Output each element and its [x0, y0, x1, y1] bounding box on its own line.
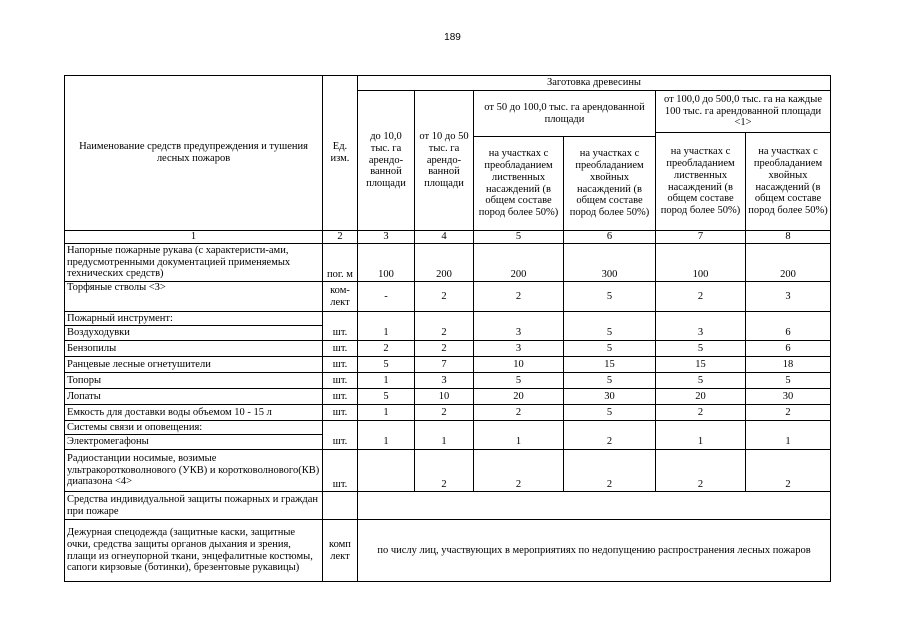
row-unit: комп лект	[323, 520, 358, 582]
section-row	[65, 421, 831, 435]
cell-value: 2	[358, 341, 415, 357]
cell-value: 200	[746, 244, 831, 282]
cell-value: 5	[656, 373, 746, 389]
column-numbers-row	[65, 231, 831, 244]
col-number: 1	[65, 231, 323, 244]
cell-value: 300	[564, 244, 656, 282]
col-number: 6	[564, 231, 656, 244]
cell-value: 2	[415, 450, 474, 492]
cell-value: 3	[474, 326, 564, 341]
cell-value: 15	[564, 357, 656, 373]
row-unit: шт.	[323, 326, 358, 341]
table-row	[65, 357, 831, 373]
cell-value: 2	[746, 450, 831, 492]
cell-value: 6	[746, 341, 831, 357]
cell-value: 2	[656, 405, 746, 421]
cell-value: 2	[656, 450, 746, 492]
cell-value: 2	[564, 450, 656, 492]
cell-value: 2	[564, 435, 656, 450]
row-name: Ранцевые лесные огнетушители	[65, 357, 323, 373]
cell-value: 5	[564, 373, 656, 389]
row-name: Электромегафоны	[65, 435, 323, 450]
section-row	[65, 312, 831, 326]
header-name: Наименование средств предупреждения и тушения лесных пожаров	[65, 76, 323, 231]
cell-value: 5	[358, 389, 415, 405]
cell-value: 2	[474, 405, 564, 421]
header-deciduous-7: на участках с преобладанием лиственных насаждений (в общем составе пород более 50%)	[656, 133, 746, 231]
cell-value: 5	[564, 405, 656, 421]
cell-value: 200	[415, 244, 474, 282]
table-row	[65, 282, 831, 312]
cell-value: 2	[474, 450, 564, 492]
cell-value: 2	[415, 405, 474, 421]
row-unit: пог. м	[323, 244, 358, 282]
section-title: Пожарный инструмент:	[65, 312, 323, 326]
section-title: Средства индивидуальной защиты пожарных и граждан при пожаре	[65, 492, 323, 520]
row-unit: шт.	[323, 389, 358, 405]
cell-value: 1	[474, 435, 564, 450]
cell-value: 5	[746, 373, 831, 389]
uniform-note: по числу лиц, участвующих в мероприятиях по недопущению распространения лесных пожаров	[358, 520, 831, 582]
header-coniferous-6: на участках с преобладанием хвойных насаждений (в общем составе пород более 50%)	[564, 137, 656, 231]
cell-value: 3	[474, 341, 564, 357]
cell-value: 2	[415, 326, 474, 341]
cell-value: 1	[358, 326, 415, 341]
header-10-50: от 10 до 50 тыс. га арендо-ванной площади	[415, 91, 474, 231]
cell-value: 3	[415, 373, 474, 389]
cell-value: 30	[564, 389, 656, 405]
cell-value: -	[358, 282, 415, 312]
cell-value: 2	[656, 282, 746, 312]
cell-value: 20	[656, 389, 746, 405]
header-unit: Ед. изм.	[323, 76, 358, 231]
row-name: Дежурная спецодежда (защитные каски, защитные очки, средства защиты органов дыхания и зрения, плащи из огнеупорной ткани, энцефалитные костюмы, сапоги кирзовые (ботинки), брезентовые рукавицы)	[65, 520, 323, 582]
table-row	[65, 450, 831, 492]
cell-value: 5	[564, 282, 656, 312]
page-number: 189	[444, 32, 461, 43]
table-row	[65, 405, 831, 421]
header-deciduous-5: на участках с преобладанием лиственных насаждений (в общем составе пород более 50%)	[474, 137, 564, 231]
cell-value: 10	[474, 357, 564, 373]
row-unit: шт.	[323, 435, 358, 450]
row-name: Емкость для доставки воды объемом 10 - 15 л	[65, 405, 323, 421]
cell-value: 10	[415, 389, 474, 405]
row-name: Напорные пожарные рукава (с характеристи-ами, предусмотренными документацией применяемых технических средств)	[65, 244, 323, 282]
col-number: 8	[746, 231, 831, 244]
table-row	[65, 373, 831, 389]
cell-value: 1	[656, 435, 746, 450]
header-group: Заготовка древесины	[358, 76, 831, 91]
table-row	[65, 389, 831, 405]
col-number: 5	[474, 231, 564, 244]
row-unit: шт.	[323, 357, 358, 373]
header-up-to-10: до 10,0 тыс. га арендо-ванной площади	[358, 91, 415, 231]
cell-value: 1	[358, 435, 415, 450]
section-row	[65, 492, 831, 520]
cell-value: 5	[358, 357, 415, 373]
cell-value: 5	[564, 326, 656, 341]
cell-value: 15	[656, 357, 746, 373]
header-50-100: от 50 до 100,0 тыс. га арендованной площади	[474, 91, 656, 137]
cell-value: 100	[656, 244, 746, 282]
row-name: Радиостанции носимые, возимые ультракоротковолнового (УКВ) и коротковолнового(КВ) диапазона <4>	[65, 450, 323, 492]
row-name: Лопаты	[65, 389, 323, 405]
row-name: Бензопилы	[65, 341, 323, 357]
cell-value: 100	[358, 244, 415, 282]
table-row	[65, 326, 831, 341]
row-unit: ком-лект	[323, 282, 358, 312]
row-unit: шт.	[323, 450, 358, 492]
cell-value: 3	[746, 282, 831, 312]
cell-value: 3	[656, 326, 746, 341]
cell-value: 2	[746, 405, 831, 421]
cell-value: 5	[564, 341, 656, 357]
cell-value: 2	[415, 341, 474, 357]
table-row	[65, 341, 831, 357]
cell-value: 18	[746, 357, 831, 373]
cell-value: 1	[358, 405, 415, 421]
cell-value: 1	[415, 435, 474, 450]
cell-value: 7	[415, 357, 474, 373]
row-unit: шт.	[323, 373, 358, 389]
row-unit: шт.	[323, 341, 358, 357]
table-row	[65, 244, 831, 282]
col-number: 4	[415, 231, 474, 244]
row-name: Топоры	[65, 373, 323, 389]
cell-value: 20	[474, 389, 564, 405]
cell-value: 2	[415, 282, 474, 312]
cell-value	[358, 450, 415, 492]
cell-value: 30	[746, 389, 831, 405]
cell-value: 5	[474, 373, 564, 389]
cell-value: 1	[746, 435, 831, 450]
row-unit: шт.	[323, 405, 358, 421]
header-100-500: от 100,0 до 500,0 тыс. га на каждые 100 тыс. га арендованной площади <1>	[656, 91, 831, 133]
table-row	[65, 520, 831, 582]
cell-value: 200	[474, 244, 564, 282]
header-coniferous-8: на участках с преобладанием хвойных насаждений (в общем составе пород более 50%)	[746, 133, 831, 231]
equipment-table	[64, 75, 831, 582]
cell-value: 2	[474, 282, 564, 312]
cell-value: 5	[656, 341, 746, 357]
col-number: 2	[323, 231, 358, 244]
cell-value: 6	[746, 326, 831, 341]
table-row	[65, 435, 831, 450]
cell-value: 1	[358, 373, 415, 389]
col-number: 7	[656, 231, 746, 244]
section-title: Системы связи и оповещения:	[65, 421, 323, 435]
row-name: Воздуходувки	[65, 326, 323, 341]
col-number: 3	[358, 231, 415, 244]
row-name: Торфяные стволы <3>	[65, 282, 323, 312]
